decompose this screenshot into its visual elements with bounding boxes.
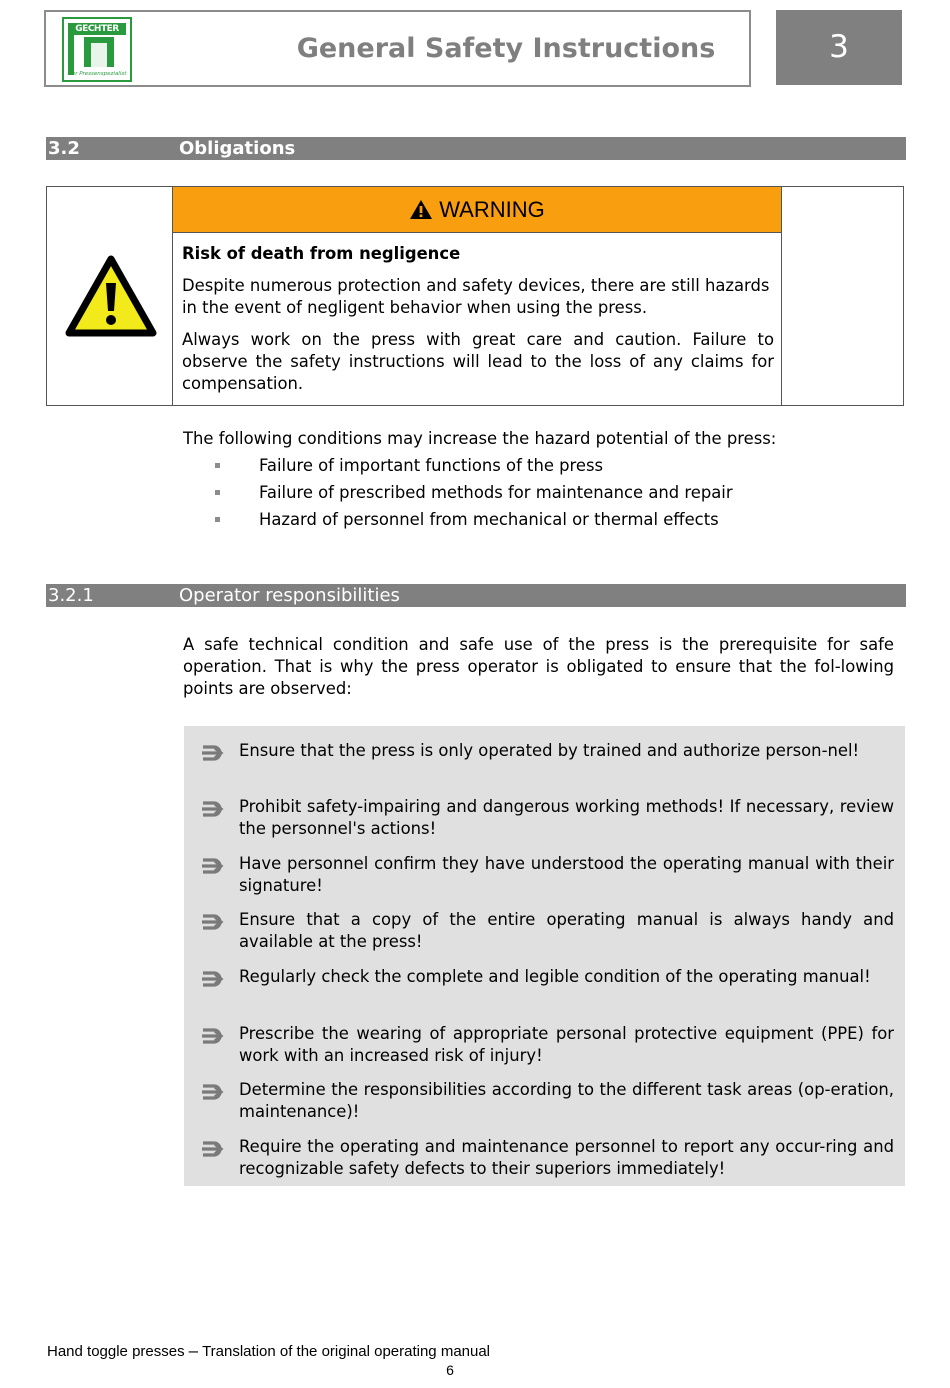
conditions-intro: The following conditions may increase the hazard potential of the press:	[183, 429, 777, 448]
section-title: Operator responsibilities	[179, 585, 400, 606]
section-title: Obligations	[179, 138, 296, 159]
list-item-text: Require the operating and maintenance personnel to report any occur-ring and recognizable safety defects to their superiors immediately!	[239, 1137, 894, 1178]
footer	[47, 1341, 490, 1361]
section-number: 3.2.1	[48, 585, 94, 606]
warning-header	[173, 187, 781, 233]
logo-block-inner	[91, 43, 107, 67]
section-number: 3.2	[48, 138, 80, 159]
warning-title: Risk of death from negligence	[182, 244, 461, 263]
arrow-right-icon	[200, 798, 224, 820]
list-item-text: Regularly check the complete and legible condition of the operating manual!	[239, 967, 871, 986]
footer-note: Translation of the original operating manual	[202, 1343, 491, 1360]
list-item-text: Ensure that the press is only operated by trained and authorize person-nel!	[239, 741, 860, 760]
bullet-square-icon	[215, 517, 220, 522]
warning-small-icon	[409, 199, 433, 220]
warning-content-cell	[173, 187, 782, 405]
arrow-right-icon	[200, 911, 224, 933]
warning-label: WARNING	[439, 196, 545, 222]
bullet-square-icon	[215, 463, 220, 468]
section-heading-obligations	[46, 137, 906, 160]
list-item-text: Failure of prescribed methods for maintenance and repair	[259, 483, 733, 502]
warning-paragraph-2: Always work on the press with great care and caution. Failure to observe the safety instructions will lead to the loss of any claims for compensation.	[182, 330, 774, 393]
list-item-text: Prohibit safety-impairing and dangerous working methods! If necessary, review the personnel's actions!	[239, 797, 894, 838]
list-item	[183, 482, 883, 509]
responsibilities-box	[184, 726, 905, 1186]
footer-product: Hand toggle presses	[47, 1343, 185, 1360]
logo-subtitle: Der Pressenspezialist	[67, 71, 127, 77]
warning-table	[46, 186, 904, 406]
list-item-text: Prescribe the wearing of appropriate personal protective equipment (PPE) for work with an increased risk of injury!	[239, 1024, 894, 1065]
arrow-right-icon	[200, 968, 224, 990]
arrow-right-icon	[200, 855, 224, 877]
operator-intro: A safe technical condition and safe use of the press is the prerequisite for safe operation. That is why the press operator is obligated to ensure that the fol-lowing points are observed:	[183, 635, 894, 698]
warning-paragraph-1: Despite numerous protection and safety devices, there are still hazards in the event of negligent behavior when using the press.	[182, 276, 770, 317]
hazard-warning-icon	[65, 255, 157, 337]
warning-body	[182, 243, 774, 405]
company-logo	[62, 17, 132, 82]
list-item-text: Ensure that a copy of the entire operating manual is always handy and available at the press!	[239, 910, 894, 951]
bullet-square-icon	[215, 490, 220, 495]
warning-icon-cell	[47, 187, 173, 405]
chapter-number: 3	[776, 10, 902, 85]
arrow-right-icon	[200, 1025, 224, 1047]
hazard-conditions	[183, 428, 883, 536]
conditions-list	[183, 455, 883, 536]
arrow-right-icon	[200, 742, 224, 764]
arrow-right-icon	[200, 1081, 224, 1103]
list-item	[183, 455, 883, 482]
header-box	[44, 10, 751, 87]
footer-dash: –	[188, 1341, 199, 1360]
list-item-text: Determine the responsibilities according to the different task areas (op-eration, maintenance)!	[239, 1080, 894, 1121]
list-item	[183, 509, 883, 536]
list-item-text: Have personnel confirm they have understood the operating manual with their signature!	[239, 854, 894, 895]
logo-text: GECHTER	[68, 23, 126, 35]
page-title: General Safety Instructions	[296, 33, 716, 64]
section-heading-operator-responsibilities	[46, 584, 906, 607]
page-number: 6	[446, 1362, 454, 1378]
list-item-text: Failure of important functions of the press	[259, 456, 604, 475]
list-item-text: Hazard of personnel from mechanical or thermal effects	[259, 510, 719, 529]
arrow-right-icon	[200, 1138, 224, 1160]
